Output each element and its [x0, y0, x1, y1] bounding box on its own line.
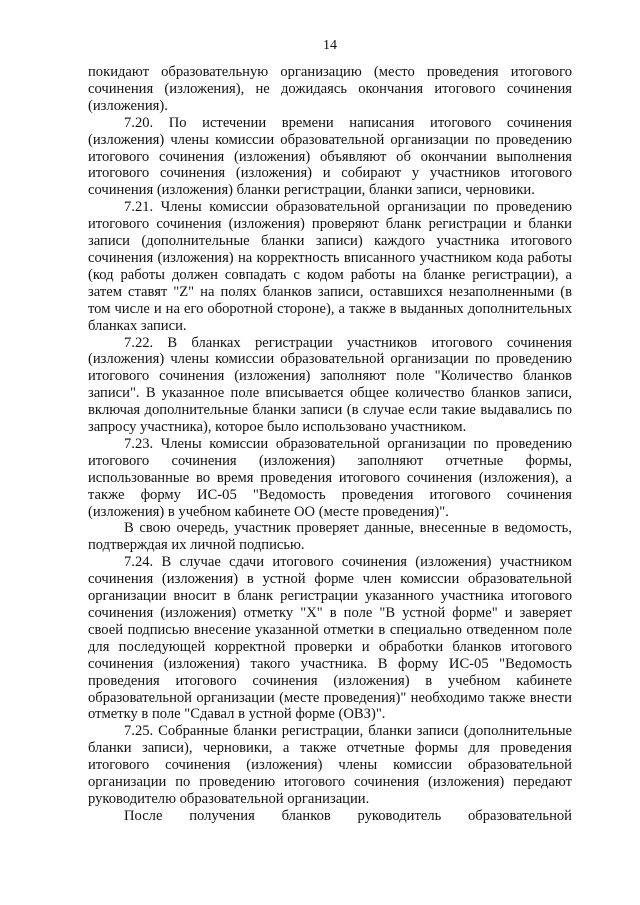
paragraph-7-23: 7.23. Члены комиссии образовательной организации по проведению итогового сочинения (изложения) заполняют отчетные формы, использованные во время проведения итогового сочинения (изложения), а также форму ИС-05 "Ведомость проведения итогового сочинения (изложения) в учебном кабинете ОО (месте проведения)".: [88, 435, 572, 520]
paragraph-after-receipt: После получения бланков руководитель образовательной: [124, 807, 572, 824]
paragraph-7-20: 7.20. По истечении времени написания итогового сочинения (изложения) члены комиссии образовательной организации по проведению итогового сочинения (изложения) объявляют об окончании выполнения итогового сочинения (изложения) и собирают у участников итогового сочинения (изложения) бланки регистрации, бланки записи, черновики.: [88, 114, 572, 199]
paragraph-7-24: 7.24. В случае сдачи итогового сочинения (изложения) участником сочинения (изложения) в устной форме член комиссии образовательной организации вносит в бланк регистрации указанного участника итогового сочинения (изложения) отметку "X" в поле "В устной форме" и заверяет своей подписью внесение указанной отметки в специально отведенном поле для последующей корректной проверки и обработки бланков итогового сочинения (изложения) такого участника. В форму ИС-05 "Ведомость проведения итогового сочинения (изложения) в учебном кабинете образовательной организации (месте проведения)" необходимо также внести отметку в поле "Сдавал в устной форме (ОВЗ)".: [88, 554, 572, 723]
paragraph-7-25: 7.25. Собранные бланки регистрации, бланки записи (дополнительные бланки записи), черновики, а также отчетные формы для проведения итогового сочинения (изложения) члены комиссии образовательной организации по проведению итогового сочинения (изложения) передают руководителю образовательной организации.: [88, 723, 572, 807]
paragraph-7-22: 7.22. В бланках регистрации участников итогового сочинения (изложения) члены комиссии образовательной организации по проведению итогового сочинения (изложения) заполняют поле "Количество бланков записи". В указанное поле вписывается общее количество бланков записи, включая дополнительные бланки записи (в случае если такие выдавались по запросу участника), которое было использовано участником.: [88, 334, 572, 436]
paragraph-7-21: 7.21. Члены комиссии образовательной организации по проведению итогового сочинения (изложения) проверяют бланк регистрации и бланки записи (дополнительные бланки записи) каждого участника итогового сочинения (изложения) на корректность вписанного участником кода работы (код работы должен совпадать с кодом работы на бланке регистрации), а затем ставят "Z" на полях бланков записи, оставшихся незаполненными (в том числе и на его оборотной стороне), а также в выданных дополнительных бланках записи.: [88, 199, 572, 334]
paragraph-participant-check: В свою очередь, участник проверяет данные, внесенные в ведомость, подтверждая их личной подписью.: [88, 520, 572, 554]
page-number: 14: [323, 38, 337, 53]
paragraph-continuation: покидают образовательную организацию (место проведения итогового сочинения (изложения), не дожидаясь окончания итогового сочинения (изложения).: [88, 64, 572, 114]
